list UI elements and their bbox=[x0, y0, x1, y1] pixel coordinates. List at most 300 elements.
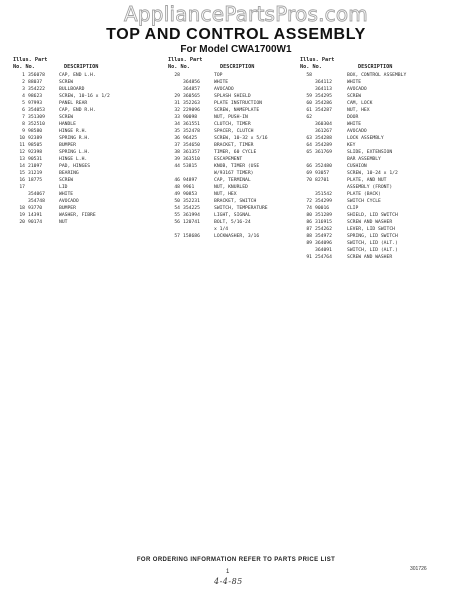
illus-number: 12 bbox=[19, 150, 25, 155]
part-description: SWITCH, TEMPERATURE bbox=[214, 206, 268, 211]
part-description: CLIP bbox=[347, 206, 359, 211]
part-description: SCREW, 10-16 x 1/2 bbox=[59, 94, 110, 99]
part-number: 352263 bbox=[183, 101, 200, 106]
part-description: SCREW, 10-24 x 1/2 bbox=[347, 171, 398, 176]
part-description: LOCK ASSEMBLY bbox=[347, 136, 384, 141]
illus-number: 18 bbox=[19, 206, 25, 211]
part-number: 9961 bbox=[183, 185, 195, 190]
part-description: HANDLE bbox=[59, 122, 76, 127]
part-description: SWITCH, LID (ALT.) bbox=[347, 241, 398, 246]
part-number: 354225 bbox=[183, 206, 200, 211]
part-description: CAP, TERMINAL bbox=[214, 178, 251, 183]
part-row bbox=[168, 149, 302, 156]
part-row bbox=[300, 254, 470, 261]
illus-number: 35 bbox=[174, 129, 180, 134]
part-description: ESCAPEMENT bbox=[214, 157, 243, 162]
part-description: x 1/4 bbox=[214, 227, 229, 232]
part-number: 352480 bbox=[315, 164, 332, 169]
part-row bbox=[300, 226, 470, 233]
part-row bbox=[300, 121, 470, 128]
part-row bbox=[168, 233, 302, 240]
part-number: 92389 bbox=[28, 136, 43, 141]
illus-number: 2 bbox=[22, 80, 25, 85]
part-row bbox=[300, 212, 470, 219]
part-number: 351542 bbox=[315, 192, 332, 197]
part-row bbox=[13, 86, 163, 93]
part-row bbox=[13, 142, 163, 149]
illus-number: 1 bbox=[22, 73, 25, 78]
column-header bbox=[13, 57, 163, 72]
part-row bbox=[168, 219, 302, 226]
part-row bbox=[300, 170, 470, 177]
illus-number: 3 bbox=[22, 87, 25, 92]
part-row bbox=[13, 72, 163, 79]
illus-number: 29 bbox=[174, 94, 180, 99]
part-description: BRACKET, TIMER bbox=[214, 143, 254, 148]
part-description: LEVER, LID SWITCH bbox=[347, 227, 395, 232]
part-number: 53815 bbox=[183, 164, 198, 169]
part-row bbox=[300, 142, 470, 149]
part-number bbox=[183, 170, 211, 177]
header-description: DESCRIPTION bbox=[220, 64, 255, 70]
header-no: No. No. bbox=[300, 64, 322, 70]
part-number: 90016 bbox=[315, 206, 330, 211]
illus-number: 19 bbox=[19, 213, 25, 218]
part-row bbox=[168, 121, 302, 128]
part-row bbox=[168, 128, 302, 135]
part-number: 354287 bbox=[315, 108, 332, 113]
illus-number bbox=[300, 121, 312, 128]
part-number: 363510 bbox=[183, 157, 200, 162]
part-number: 361357 bbox=[183, 150, 200, 155]
part-description: WHITE bbox=[347, 80, 362, 85]
illus-number: 64 bbox=[306, 143, 312, 148]
part-description: HINGE L.H. bbox=[59, 157, 88, 162]
part-row bbox=[168, 212, 302, 219]
illus-number: 58 bbox=[306, 73, 312, 78]
part-description: AVOCADO bbox=[347, 87, 367, 92]
illus-number: 50 bbox=[174, 199, 180, 204]
part-description: SLIDE, EXTENSION bbox=[347, 150, 393, 155]
part-description: SCREW bbox=[59, 178, 74, 183]
part-number: 18775 bbox=[28, 178, 43, 183]
part-description: CAM, LOCK bbox=[347, 101, 373, 106]
illus-number: 39 bbox=[174, 157, 180, 162]
part-number: 97993 bbox=[28, 101, 43, 106]
part-description: KNOB, TIMER (USE bbox=[214, 164, 260, 169]
part-row bbox=[13, 107, 163, 114]
part-description: SWITCH, LID (ALT.) bbox=[347, 248, 398, 253]
header-illus-part: Illus. Part bbox=[13, 57, 48, 63]
part-description: AVOCADO bbox=[214, 87, 234, 92]
illus-number: 59 bbox=[306, 94, 312, 99]
model-subtitle: For Model CWA1700W1 bbox=[180, 44, 292, 55]
part-row bbox=[300, 72, 470, 79]
part-description: PANEL REAR bbox=[59, 101, 88, 106]
part-row bbox=[13, 121, 163, 128]
part-number: 354053 bbox=[28, 108, 45, 113]
part-number: 90853 bbox=[183, 192, 198, 197]
part-row bbox=[300, 163, 470, 170]
part-number: 316915 bbox=[315, 220, 332, 225]
illus-number: 55 bbox=[174, 213, 180, 218]
part-number: 361769 bbox=[315, 150, 332, 155]
part-description: LOCKWASHER, 3/16 bbox=[214, 234, 260, 239]
part-number: 21097 bbox=[28, 164, 43, 169]
part-row bbox=[168, 107, 302, 114]
part-number: 354295 bbox=[315, 94, 332, 99]
part-row bbox=[13, 128, 163, 135]
part-row bbox=[300, 247, 470, 254]
part-description: SCREW bbox=[59, 80, 74, 85]
part-row bbox=[13, 163, 163, 170]
part-number: 351289 bbox=[315, 213, 332, 218]
part-number: 354288 bbox=[315, 136, 332, 141]
part-description: SCREW bbox=[59, 115, 74, 120]
part-number: 90531 bbox=[28, 157, 43, 162]
parts-column-1 bbox=[13, 57, 163, 226]
page-title: TOP AND CONTROL ASSEMBLY bbox=[106, 26, 366, 43]
part-row bbox=[300, 184, 470, 191]
part-row bbox=[168, 205, 302, 212]
part-description: TIMER, 60 CYCLE bbox=[214, 150, 257, 155]
part-description: WHITE bbox=[347, 122, 362, 127]
part-number: 356078 bbox=[28, 73, 45, 78]
illus-number: 28 bbox=[174, 73, 180, 78]
part-number: 364857 bbox=[183, 87, 200, 92]
part-row bbox=[168, 114, 302, 121]
part-description: SPRING R.H. bbox=[59, 136, 91, 141]
part-row bbox=[300, 93, 470, 100]
illus-number: 70 bbox=[306, 178, 312, 183]
part-row bbox=[300, 177, 470, 184]
part-number: 360565 bbox=[183, 94, 200, 99]
part-description: LIGHT, SIGNAL bbox=[214, 213, 251, 218]
header-description: DESCRIPTION bbox=[358, 64, 393, 70]
illus-number bbox=[300, 79, 312, 86]
part-row bbox=[300, 191, 470, 198]
illus-number: 74 bbox=[306, 206, 312, 211]
illus-number: 20 bbox=[19, 220, 25, 225]
illus-number bbox=[300, 184, 312, 191]
illus-number: 36 bbox=[174, 136, 180, 141]
part-number bbox=[315, 156, 344, 163]
part-row bbox=[168, 163, 302, 170]
parts-list bbox=[300, 72, 470, 261]
part-description: NUT bbox=[59, 220, 68, 225]
part-row bbox=[168, 142, 302, 149]
part-row bbox=[168, 72, 302, 79]
part-description: AVOCADO bbox=[347, 129, 367, 134]
part-description: HINGE R.H. bbox=[59, 129, 88, 134]
illus-number: 44 bbox=[174, 164, 180, 169]
part-row bbox=[13, 100, 163, 107]
part-number: 352231 bbox=[183, 199, 200, 204]
part-row bbox=[300, 107, 470, 114]
part-description: SCREW AND WASHER bbox=[347, 255, 393, 260]
illus-number: 66 bbox=[306, 164, 312, 169]
illus-number: 10 bbox=[19, 136, 25, 141]
illus-number: 8 bbox=[22, 122, 25, 127]
part-description: SHIELD, LID SWITCH bbox=[347, 213, 398, 218]
part-row bbox=[300, 114, 470, 121]
part-number: 354286 bbox=[315, 101, 332, 106]
part-description: BRACKET, SWITCH bbox=[214, 199, 257, 204]
illus-number: 88 bbox=[306, 234, 312, 239]
part-row bbox=[300, 135, 470, 142]
ordering-note: FOR ORDERING INFORMATION REFER TO PARTS PRICE LIST bbox=[136, 557, 336, 563]
parts-list bbox=[168, 72, 302, 240]
part-row bbox=[300, 205, 470, 212]
part-row bbox=[13, 114, 163, 121]
illus-number: 60 bbox=[306, 101, 312, 106]
illus-number: 33 bbox=[174, 115, 180, 120]
part-number bbox=[183, 72, 211, 79]
illus-number: 14 bbox=[19, 164, 25, 169]
part-row bbox=[168, 184, 302, 191]
part-number bbox=[28, 184, 56, 191]
part-description: KEY bbox=[347, 143, 356, 148]
part-description: ASSEMBLY (FRONT) bbox=[347, 185, 393, 190]
illus-number: 9 bbox=[22, 129, 25, 134]
part-number: 90098 bbox=[183, 115, 198, 120]
part-row bbox=[168, 79, 302, 86]
part-row bbox=[168, 156, 302, 163]
part-description: WHITE bbox=[59, 192, 74, 197]
part-description: WASHER, FIBRE bbox=[59, 213, 96, 218]
part-description: LID bbox=[59, 185, 68, 190]
part-description: SPACER, CLUTCH bbox=[214, 129, 254, 134]
part-row bbox=[13, 135, 163, 142]
part-number: 82701 bbox=[315, 178, 330, 183]
part-number: 120741 bbox=[183, 220, 200, 225]
part-number: 93057 bbox=[315, 171, 330, 176]
part-number: 14391 bbox=[28, 213, 43, 218]
part-row bbox=[168, 198, 302, 205]
illus-number bbox=[300, 191, 312, 198]
part-description: BAR ASSEMBLY bbox=[347, 157, 381, 162]
illus-number: 72 bbox=[306, 199, 312, 204]
part-description: SCREW bbox=[347, 94, 362, 99]
part-row bbox=[168, 93, 302, 100]
illus-number: 57 bbox=[174, 234, 180, 239]
part-number: 364096 bbox=[315, 241, 332, 246]
part-description: WHITE bbox=[214, 80, 229, 85]
part-number: 351309 bbox=[28, 115, 45, 120]
part-row bbox=[300, 128, 470, 135]
part-row bbox=[300, 79, 470, 86]
part-number: 94897 bbox=[183, 178, 198, 183]
part-row bbox=[13, 177, 163, 184]
part-number: 98505 bbox=[28, 143, 43, 148]
part-number: 364112 bbox=[315, 80, 332, 85]
part-description: BOLT, 5/16-24 bbox=[214, 220, 251, 225]
part-description: BULLBOARD bbox=[59, 87, 85, 92]
illus-number: 38 bbox=[174, 150, 180, 155]
part-number: 354972 bbox=[315, 234, 332, 239]
part-number: 354222 bbox=[28, 87, 45, 92]
part-number: 354748 bbox=[28, 199, 45, 204]
illus-number: 34 bbox=[174, 122, 180, 127]
part-number: 96425 bbox=[183, 136, 198, 141]
part-row bbox=[13, 205, 163, 212]
part-description: SCREW AND WASHER bbox=[347, 220, 393, 225]
illus-number: 5 bbox=[22, 101, 25, 106]
part-description: NUT, PUSH-IN bbox=[214, 115, 248, 120]
part-row bbox=[13, 170, 163, 177]
illus-number bbox=[168, 226, 180, 233]
part-description: SCREW, 10-32 x 5/16 bbox=[214, 136, 268, 141]
illus-number: 15 bbox=[19, 171, 25, 176]
part-description: DOOR bbox=[347, 115, 359, 120]
illus-number: 49 bbox=[174, 192, 180, 197]
parts-column-3 bbox=[300, 57, 470, 261]
part-description: NUT, HEX bbox=[347, 108, 370, 113]
part-row bbox=[300, 240, 470, 247]
header-no: No. No. bbox=[13, 64, 35, 70]
part-number: 92398 bbox=[28, 150, 43, 155]
illus-number: 11 bbox=[19, 143, 25, 148]
illus-number: 61 bbox=[306, 108, 312, 113]
parts-column-2 bbox=[168, 57, 302, 240]
part-number: 93770 bbox=[28, 206, 43, 211]
illus-number: 32 bbox=[174, 108, 180, 113]
illus-number: 69 bbox=[306, 171, 312, 176]
part-number: 360304 bbox=[315, 122, 332, 127]
part-number: 158686 bbox=[183, 234, 200, 239]
part-number: 354299 bbox=[315, 199, 332, 204]
illus-number: 91 bbox=[306, 255, 312, 260]
illus-number: 17 bbox=[19, 185, 25, 190]
illus-number bbox=[168, 86, 180, 93]
part-description: CUSHION bbox=[347, 164, 367, 169]
part-description: PAD, HINGES bbox=[59, 164, 91, 169]
part-description: NUT, HEX bbox=[214, 192, 237, 197]
illus-number: 80 bbox=[306, 213, 312, 218]
part-number: 88037 bbox=[28, 80, 43, 85]
part-description: NUT, KNURLED bbox=[214, 185, 248, 190]
part-description: AVOCADO bbox=[59, 199, 79, 204]
part-row bbox=[13, 198, 163, 205]
illus-number: 6 bbox=[22, 108, 25, 113]
part-row bbox=[300, 198, 470, 205]
part-number: 364856 bbox=[183, 80, 200, 85]
part-number: 229096 bbox=[183, 108, 200, 113]
part-number: 352510 bbox=[28, 122, 45, 127]
part-number: 361267 bbox=[315, 129, 332, 134]
part-description: PLATE, AND NUT bbox=[347, 178, 387, 183]
part-row bbox=[168, 226, 302, 233]
part-row bbox=[13, 93, 163, 100]
illus-number: 13 bbox=[19, 157, 25, 162]
part-number: 354289 bbox=[315, 143, 332, 148]
part-description: SPRING L.H. bbox=[59, 150, 91, 155]
part-description: BUMPER bbox=[59, 206, 76, 211]
illus-number bbox=[300, 247, 312, 254]
part-row bbox=[300, 219, 470, 226]
part-row bbox=[168, 135, 302, 142]
part-description: TOP bbox=[214, 73, 223, 78]
part-number bbox=[315, 114, 344, 121]
part-number: 364113 bbox=[315, 87, 332, 92]
part-row bbox=[168, 191, 302, 198]
parts-list bbox=[13, 72, 163, 226]
part-row bbox=[13, 79, 163, 86]
part-row bbox=[13, 219, 163, 226]
column-header bbox=[168, 57, 302, 72]
part-description: W/93167 TIMER) bbox=[214, 171, 254, 176]
part-number: 361994 bbox=[183, 213, 200, 218]
illus-number: 7 bbox=[22, 115, 25, 120]
part-description: BOX, CONTROL ASSEMBLY bbox=[347, 73, 407, 78]
header-no: No. No. bbox=[168, 64, 190, 70]
part-number: 354650 bbox=[183, 143, 200, 148]
illus-number bbox=[300, 128, 312, 135]
part-number bbox=[183, 226, 211, 233]
illus-number: 48 bbox=[174, 185, 180, 190]
part-row bbox=[13, 149, 163, 156]
part-description: CAP, END L.H. bbox=[59, 73, 96, 78]
column-header bbox=[300, 57, 470, 72]
illus-number bbox=[168, 170, 180, 177]
part-number: 364091 bbox=[315, 248, 332, 253]
part-row bbox=[300, 156, 470, 163]
part-row bbox=[13, 212, 163, 219]
illus-number: 62 bbox=[306, 115, 312, 120]
part-description: BUMPER bbox=[59, 143, 76, 148]
illus-number: 31 bbox=[174, 101, 180, 106]
illus-number: 54 bbox=[174, 206, 180, 211]
part-number: 31219 bbox=[28, 171, 43, 176]
watermark: AppliancePartsPros.com bbox=[124, 2, 368, 26]
illus-number: 56 bbox=[174, 220, 180, 225]
handwritten-date: 4-4-85 bbox=[214, 577, 243, 586]
part-number bbox=[315, 184, 344, 191]
part-row bbox=[168, 100, 302, 107]
part-description: SPRING, LID SWITCH bbox=[347, 234, 398, 239]
illus-number bbox=[300, 86, 312, 93]
illus-number: 87 bbox=[306, 227, 312, 232]
part-row bbox=[168, 177, 302, 184]
part-description: CLUTCH, TIMER bbox=[214, 122, 251, 127]
part-description: SPLASH SHIELD bbox=[214, 94, 251, 99]
part-row bbox=[300, 149, 470, 156]
illus-number bbox=[300, 156, 312, 163]
part-description: SWITCH CYCLE bbox=[347, 199, 381, 204]
illus-number: 37 bbox=[174, 143, 180, 148]
part-description: PLATE INSTRUCTION bbox=[214, 101, 262, 106]
part-row bbox=[300, 100, 470, 107]
illus-number: 4 bbox=[22, 94, 25, 99]
part-description: PLATE (BACK) bbox=[347, 192, 381, 197]
part-description: BEARING bbox=[59, 171, 79, 176]
part-description: SCREW, NAMEPLATE bbox=[214, 108, 260, 113]
document-code: 301726 bbox=[410, 566, 427, 572]
header-description: DESCRIPTION bbox=[64, 64, 99, 70]
illus-number: 89 bbox=[306, 241, 312, 246]
illus-number bbox=[168, 79, 180, 86]
illus-number: 16 bbox=[19, 178, 25, 183]
part-description: CAP, END R.H. bbox=[59, 108, 96, 113]
part-row bbox=[13, 184, 163, 191]
illus-number bbox=[13, 198, 25, 205]
part-number: 254764 bbox=[315, 255, 332, 260]
part-number: 98580 bbox=[28, 129, 43, 134]
part-number: 361551 bbox=[183, 122, 200, 127]
part-number: 352478 bbox=[183, 129, 200, 134]
part-row bbox=[300, 233, 470, 240]
part-row bbox=[168, 86, 302, 93]
